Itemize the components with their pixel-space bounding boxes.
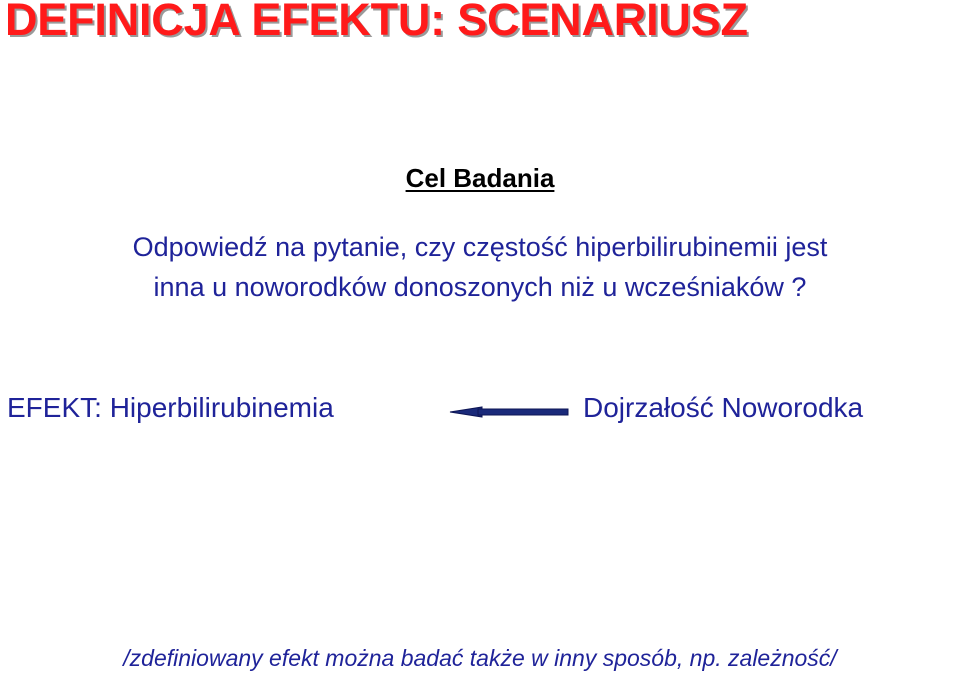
- effect-relationship: [0, 392, 960, 432]
- goal-heading: [0, 163, 960, 194]
- goal-heading-text: Cel Badania: [405, 163, 555, 193]
- effect-label: EFEKT: Hiperbilirubinemia: [7, 392, 334, 423]
- slide-title: DEFINICJA EFEKTU: SCENARIUSZ: [5, 0, 748, 45]
- research-question: [0, 227, 960, 307]
- question-line-1: Odpowiedź na pytanie, czy częstość hiperbilirubinemii jest: [132, 232, 828, 262]
- left-arrow-icon: [448, 400, 570, 424]
- question-line-2: inna u noworodków donoszonych niż u wcześniaków ?: [153, 272, 807, 302]
- cause-label: Dojrzałość Noworodka: [583, 392, 864, 423]
- footnote: /zdefiniowany efekt można badać także w inny sposób, np. zależność/: [123, 645, 837, 671]
